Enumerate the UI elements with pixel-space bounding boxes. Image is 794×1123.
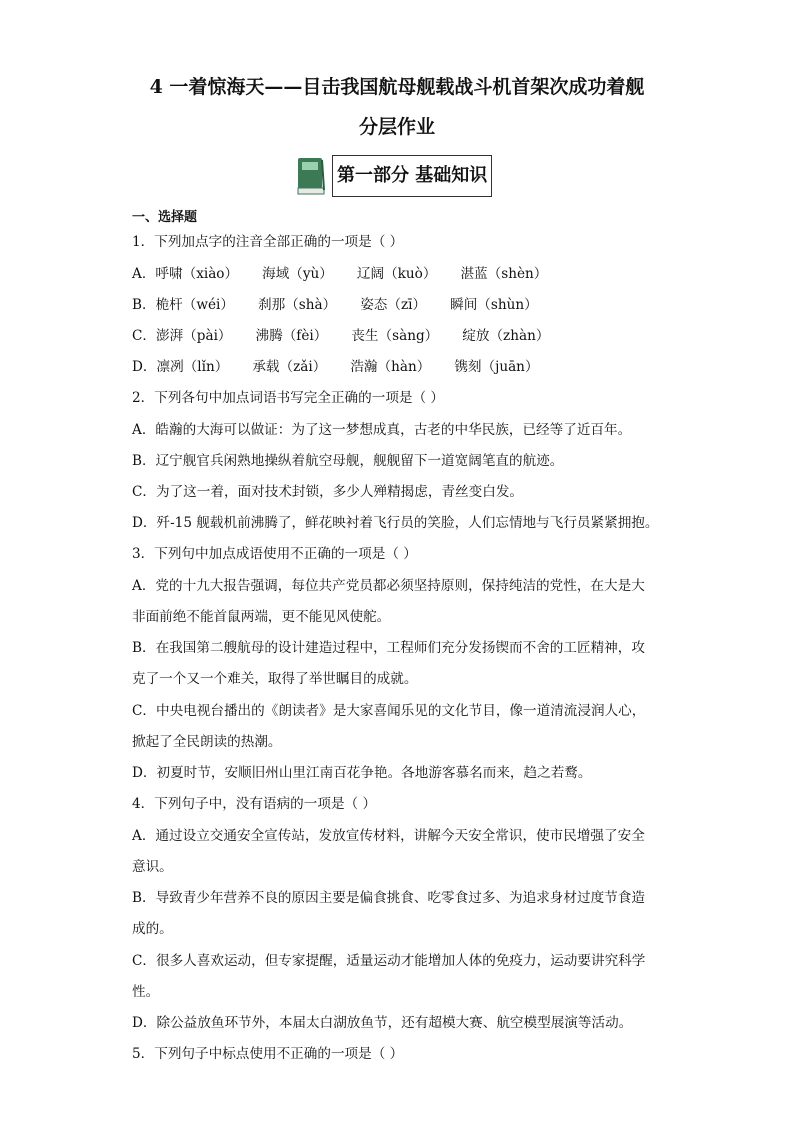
question-3-option-b-cont: 克了一个又一个难关，取得了举世瞩目的成就。 <box>132 671 418 687</box>
option-item: 浩瀚（hàn） <box>350 359 431 375</box>
option-item: A．呼啸（xiào） <box>132 266 239 282</box>
question-2-option-a: A．皓瀚的大海可以做证：为了这一梦想成真，古老的中华民族，已经等了近百年。 <box>132 422 632 438</box>
part-heading: 一、选择题 <box>132 210 198 225</box>
question-4-option-b-cont: 成的。 <box>132 921 173 937</box>
document-title: 4 一着惊海天——目击我国航母舰载战斗机首架次成功着舰 <box>149 76 645 98</box>
question-1-option-b <box>132 296 538 314</box>
book-icon <box>296 156 326 196</box>
option-item: 湛蓝（shèn） <box>460 266 548 282</box>
option-item: 承载（zǎi） <box>252 359 327 375</box>
question-4-option-d: D．除公益放鱼环节外，本届太白湖放鱼节，还有超模大赛、航空模型展演等活动。 <box>132 1015 633 1031</box>
option-item: 姿态（zī） <box>360 297 427 313</box>
question-3-option-b: B．在我国第二艘航母的设计建造过程中，工程师们充分发扬锲而不舍的工匠精神，攻 <box>132 640 645 656</box>
question-3-option-d: D．初夏时节，安顺旧州山里江南百花争艳。各地游客慕名而来，趋之若鹜。 <box>132 765 592 781</box>
option-item: C．澎湃（pài） <box>132 328 232 344</box>
question-4-option-c-cont: 性。 <box>132 984 160 1000</box>
question-4-option-c: C．很多人喜欢运动，但专家提醒，适量运动才能增加人体的免疫力，运动要讲究科学 <box>132 953 646 969</box>
question-1-option-d <box>132 358 539 376</box>
document-subtitle: 分层作业 <box>358 116 435 138</box>
option-item: 绽放（zhàn） <box>462 328 550 344</box>
option-item: 丧生（sàng） <box>351 328 439 344</box>
option-item: B．桅杆（wéi） <box>132 297 234 313</box>
question-1-option-a <box>132 265 547 283</box>
option-item: 沸腾（fèi） <box>255 328 328 344</box>
option-item: 瞬间（shùn） <box>450 297 538 313</box>
question-1-stem: 1．下列加点字的注音全部正确的一项是（ ） <box>132 234 404 250</box>
question-3-option-c: C．中央电视台播出的《朗读者》是大家喜闻乐见的文化节目，像一道清流浸润人心， <box>132 703 646 719</box>
question-4-option-a: A．通过设立交通安全宣传站，发放宣传材料，讲解今天安全常识，使市民增强了安全 <box>132 828 645 844</box>
question-3-option-a-cont: 非面前绝不能首鼠两端，更不能见风使舵。 <box>132 609 391 625</box>
question-4-stem: 4．下列句子中，没有语病的一项是（ ） <box>132 796 377 812</box>
option-item: 海域（yù） <box>262 266 333 282</box>
question-1-option-c <box>132 327 549 345</box>
option-item: 刹那（shà） <box>258 297 337 313</box>
question-3-stem: 3．下列句中加点成语使用不正确的一项是（ ） <box>132 546 417 562</box>
question-4-option-b: B．导致青少年营养不良的原因主要是偏食挑食、吃零食过多、为追求身材过度节食造 <box>132 890 645 906</box>
question-5-stem: 5．下列句子中标点使用不正确的一项是（ ） <box>132 1046 404 1062</box>
question-3-option-c-cont: 掀起了全民朗读的热潮。 <box>132 734 282 750</box>
section-title: 第一部分 基础知识 <box>332 155 492 197</box>
option-item: 辽阔（kuò） <box>356 266 437 282</box>
option-item: D．凛冽（lǐn） <box>132 359 229 375</box>
section-header <box>296 154 492 198</box>
question-4-option-a-cont: 意识。 <box>132 859 173 875</box>
question-3-option-a: A．党的十九大报告强调，每位共产党员都必须坚持原则，保持纯洁的党性，在大是大 <box>132 578 645 594</box>
question-2-option-b: B．辽宁舰官兵闲熟地操纵着航空母舰，舰舰留下一道宽阔笔直的航迹。 <box>132 453 564 469</box>
question-2-option-c: C．为了这一着，面对技术封锁，多少人殚精揭虑，青丝变白发。 <box>132 484 524 500</box>
option-item: 镌刻（juān） <box>454 359 539 375</box>
question-2-stem: 2．下列各句中加点词语书写完全正确的一项是（ ） <box>132 390 445 406</box>
question-2-option-d: D．歼-15 舰载机前沸腾了，鲜花映衬着飞行员的笑脸，人们忘情地与飞行员紧紧拥抱。 <box>132 515 659 531</box>
